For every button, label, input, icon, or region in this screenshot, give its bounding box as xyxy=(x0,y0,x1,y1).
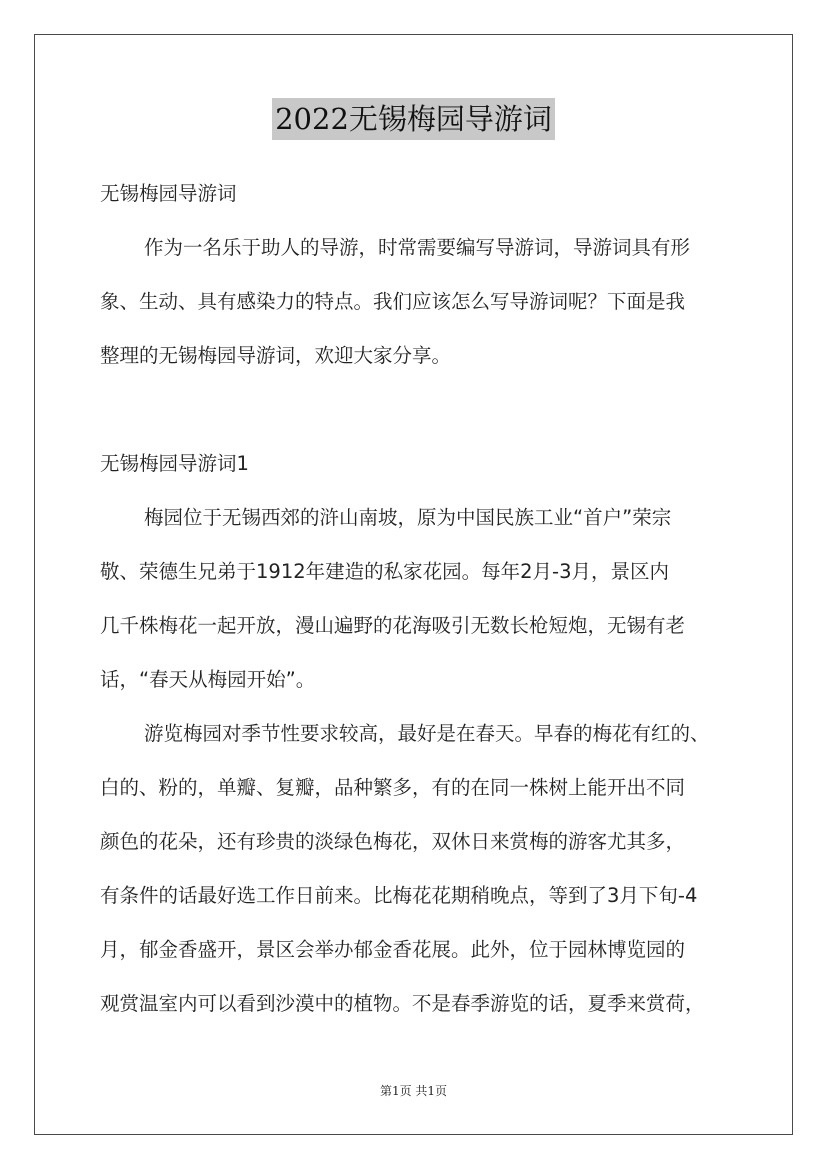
page-footer: 第1页 共1页 xyxy=(379,1084,448,1098)
para1-line-4: 话，“春天从梅园开始”。 xyxy=(100,668,316,691)
para2-line-1: 游览梅园对季节性要求较高，最好是在春天。早春的梅花有红的、 xyxy=(144,722,710,745)
subtitle: 无锡梅园导游词 xyxy=(100,182,237,205)
intro-line-3: 整理的无锡梅园导游词，欢迎大家分享。 xyxy=(100,344,452,367)
title-container xyxy=(0,98,827,140)
para1-line-1: 梅园位于无锡西郊的浒山南坡，原为中国民族工业“首户”荣宗 xyxy=(144,506,672,529)
para2-line-6: 观赏温室内可以看到沙漠中的植物。不是春季游览的话，夏季来赏荷， xyxy=(100,992,705,1015)
document-title: 2022无锡梅园导游词 xyxy=(272,98,555,140)
para2-line-5: 月，郁金香盛开，景区会举办郁金香花展。此外，位于园林博览园的 xyxy=(100,938,686,961)
intro-line-1: 作为一名乐于助人的导游，时常需要编写导游词，导游词具有形 xyxy=(144,236,691,259)
para2-line-2: 白的、粉的，单瓣、复瓣，品种繁多，有的在同一株树上能开出不同 xyxy=(100,776,686,799)
para1-line-3: 几千株梅花一起开放，漫山遍野的花海吸引无数长枪短炮，无锡有老 xyxy=(100,614,686,637)
intro-line-2: 象、生动、具有感染力的特点。我们应该怎么写导游词呢？下面是我 xyxy=(100,290,686,313)
para2-line-4: 有条件的话最好选工作日前来。比梅花花期稍晚点，等到了3月下旬-4 xyxy=(100,884,698,907)
para2-line-3: 颜色的花朵，还有珍贵的淡绿色梅花，双休日来赏梅的游客尤其多， xyxy=(100,830,686,853)
section-heading: 无锡梅园导游词1 xyxy=(100,452,249,475)
para1-line-2: 敬、荣德生兄弟于1912年建造的私家花园。每年2月-3月，景区内 xyxy=(100,560,669,583)
